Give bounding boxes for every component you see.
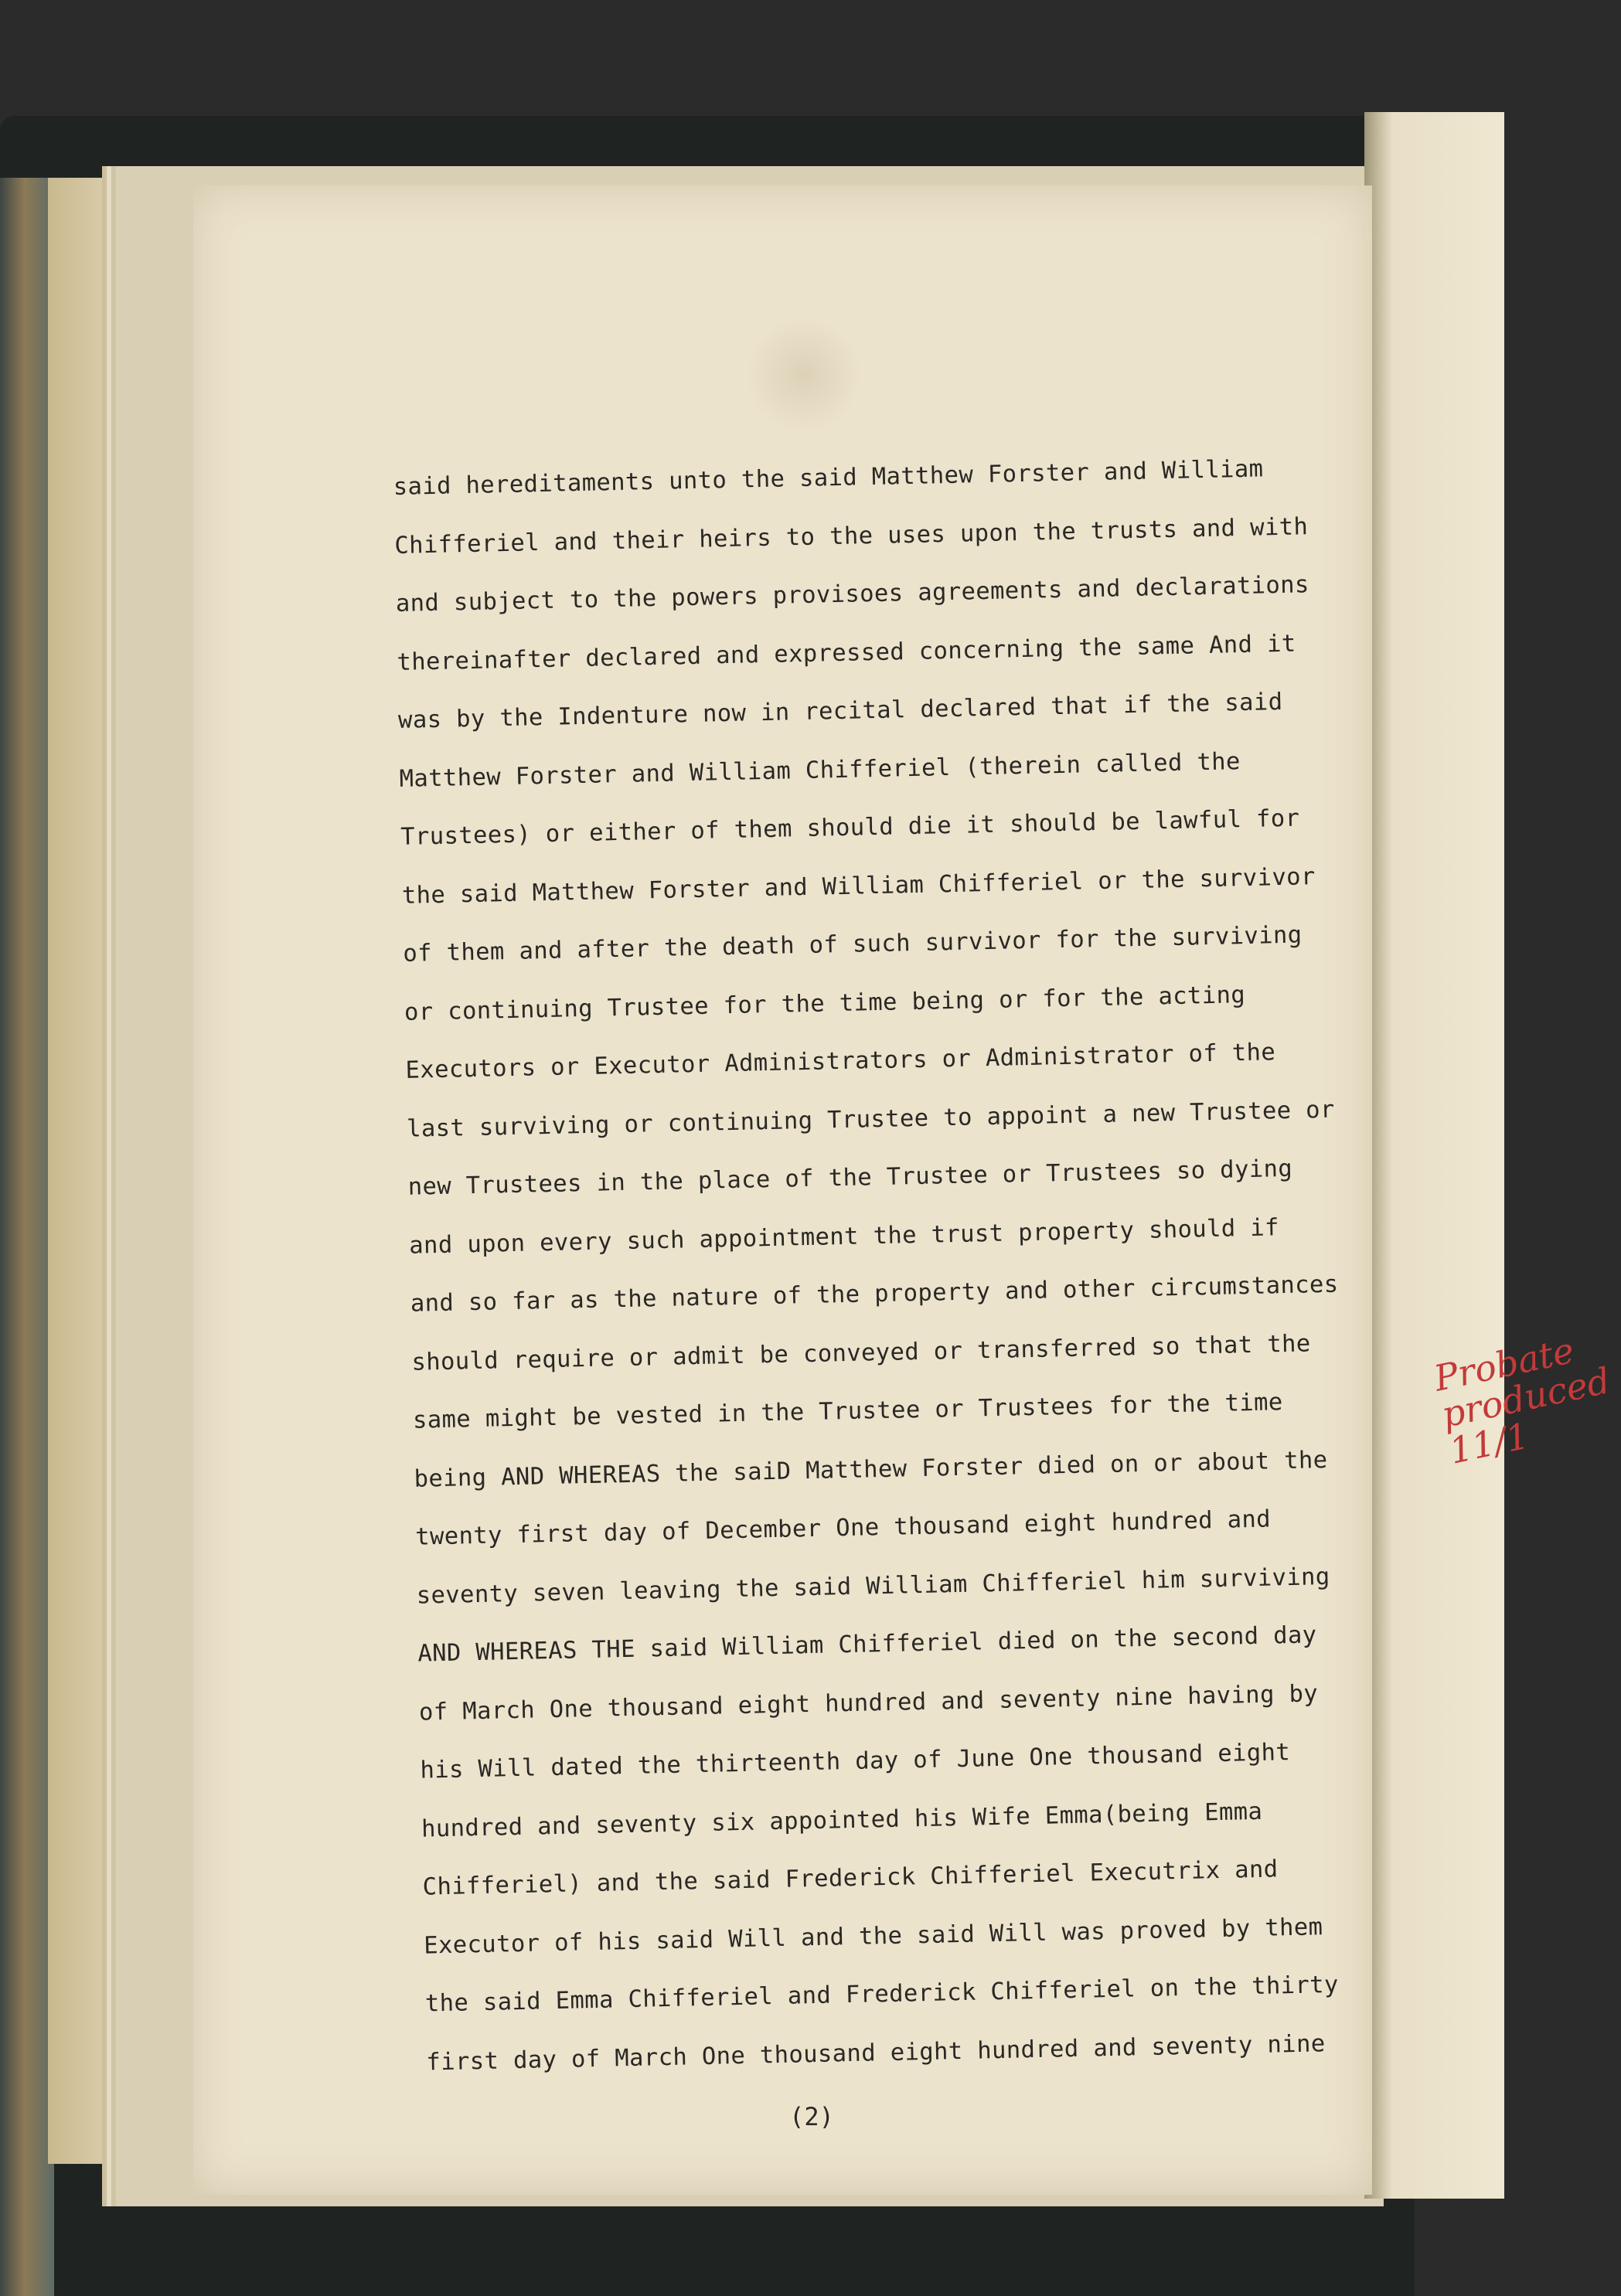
text-line: twenty first day of December One thousand eight hundred and (414, 1505, 1272, 1551)
text-line: Executors or Executor Administrators or Administrator of the (405, 1039, 1276, 1084)
text-line: AND WHEREAS THE said William Chifferiel died on the second day (417, 1621, 1317, 1668)
page-number: (2) (789, 2102, 834, 2131)
text-line: Chifferiel and their heirs to the uses upon the trusts and with (394, 512, 1309, 560)
text-line: thereinafter declared and expressed concerning the same And it (397, 630, 1296, 676)
embossed-seal (746, 317, 862, 433)
text-line: the said Matthew Forster and William Chifferiel or the survivor (401, 862, 1316, 910)
text-line: Trustees) or either of them should die it should be lawful for (400, 804, 1300, 851)
text-line: and upon every such appointment the trust property should if (408, 1213, 1280, 1260)
text-line: and so far as the nature of the property and other circumstances (410, 1270, 1339, 1318)
text-line: was by the Indenture now in recital declared that if the said (397, 688, 1283, 734)
text-line: seventy seven leaving the said William Chifferiel him surviving (416, 1563, 1330, 1610)
text-line: being AND WHEREAS the saiD Matthew Forster died on or about the (414, 1446, 1328, 1493)
text-line: Chifferiel) and the said Frederick Chifferiel Executrix and (422, 1856, 1279, 1901)
text-line: new Trustees in the place of the Trustee or Trustees so dying (407, 1155, 1293, 1201)
text-line: last surviving or continuing Trustee to appoint a new Trustee or (406, 1096, 1336, 1143)
text-line: first day of March One thousand eight hundred and seventy nine (426, 2029, 1326, 2077)
text-line: should require or admit be conveyed or transferred so that the (411, 1329, 1311, 1376)
text-line: same might be vested in the Trustee or Trustees for the time (412, 1389, 1283, 1434)
book-spine-edge (0, 178, 54, 2296)
margin-annotation: Probate produced 11/1 (1430, 1328, 1614, 1472)
text-line: hundred and seventy six appointed his Wife Emma(being Emma (421, 1798, 1263, 1843)
text-line: and subject to the powers provisoes agreements and declarations (395, 571, 1310, 617)
text-line: Executor of his said Will and the said Will was proved by them (423, 1913, 1323, 1960)
document-page (193, 185, 1372, 2195)
text-line: or continuing Trustee for the time being or for the acting (404, 981, 1246, 1026)
facing-page (1364, 112, 1614, 2199)
text-line: said hereditaments unto the said Matthew Forster and William (393, 455, 1264, 501)
text-line: of them and after the death of such survivor for the surviving (403, 921, 1303, 968)
text-line: of March One thousand eight hundred and seventy nine having by (418, 1679, 1319, 1726)
typed-text-block (393, 438, 1385, 2092)
text-line: his Will dated the thirteenth day of June One thousand eight (420, 1739, 1291, 1784)
text-line: the said Emma Chifferiel and Frederick Chifferiel on the thirty (424, 1971, 1340, 2018)
text-line: Matthew Forster and William Chifferiel (therein called the (399, 747, 1241, 793)
